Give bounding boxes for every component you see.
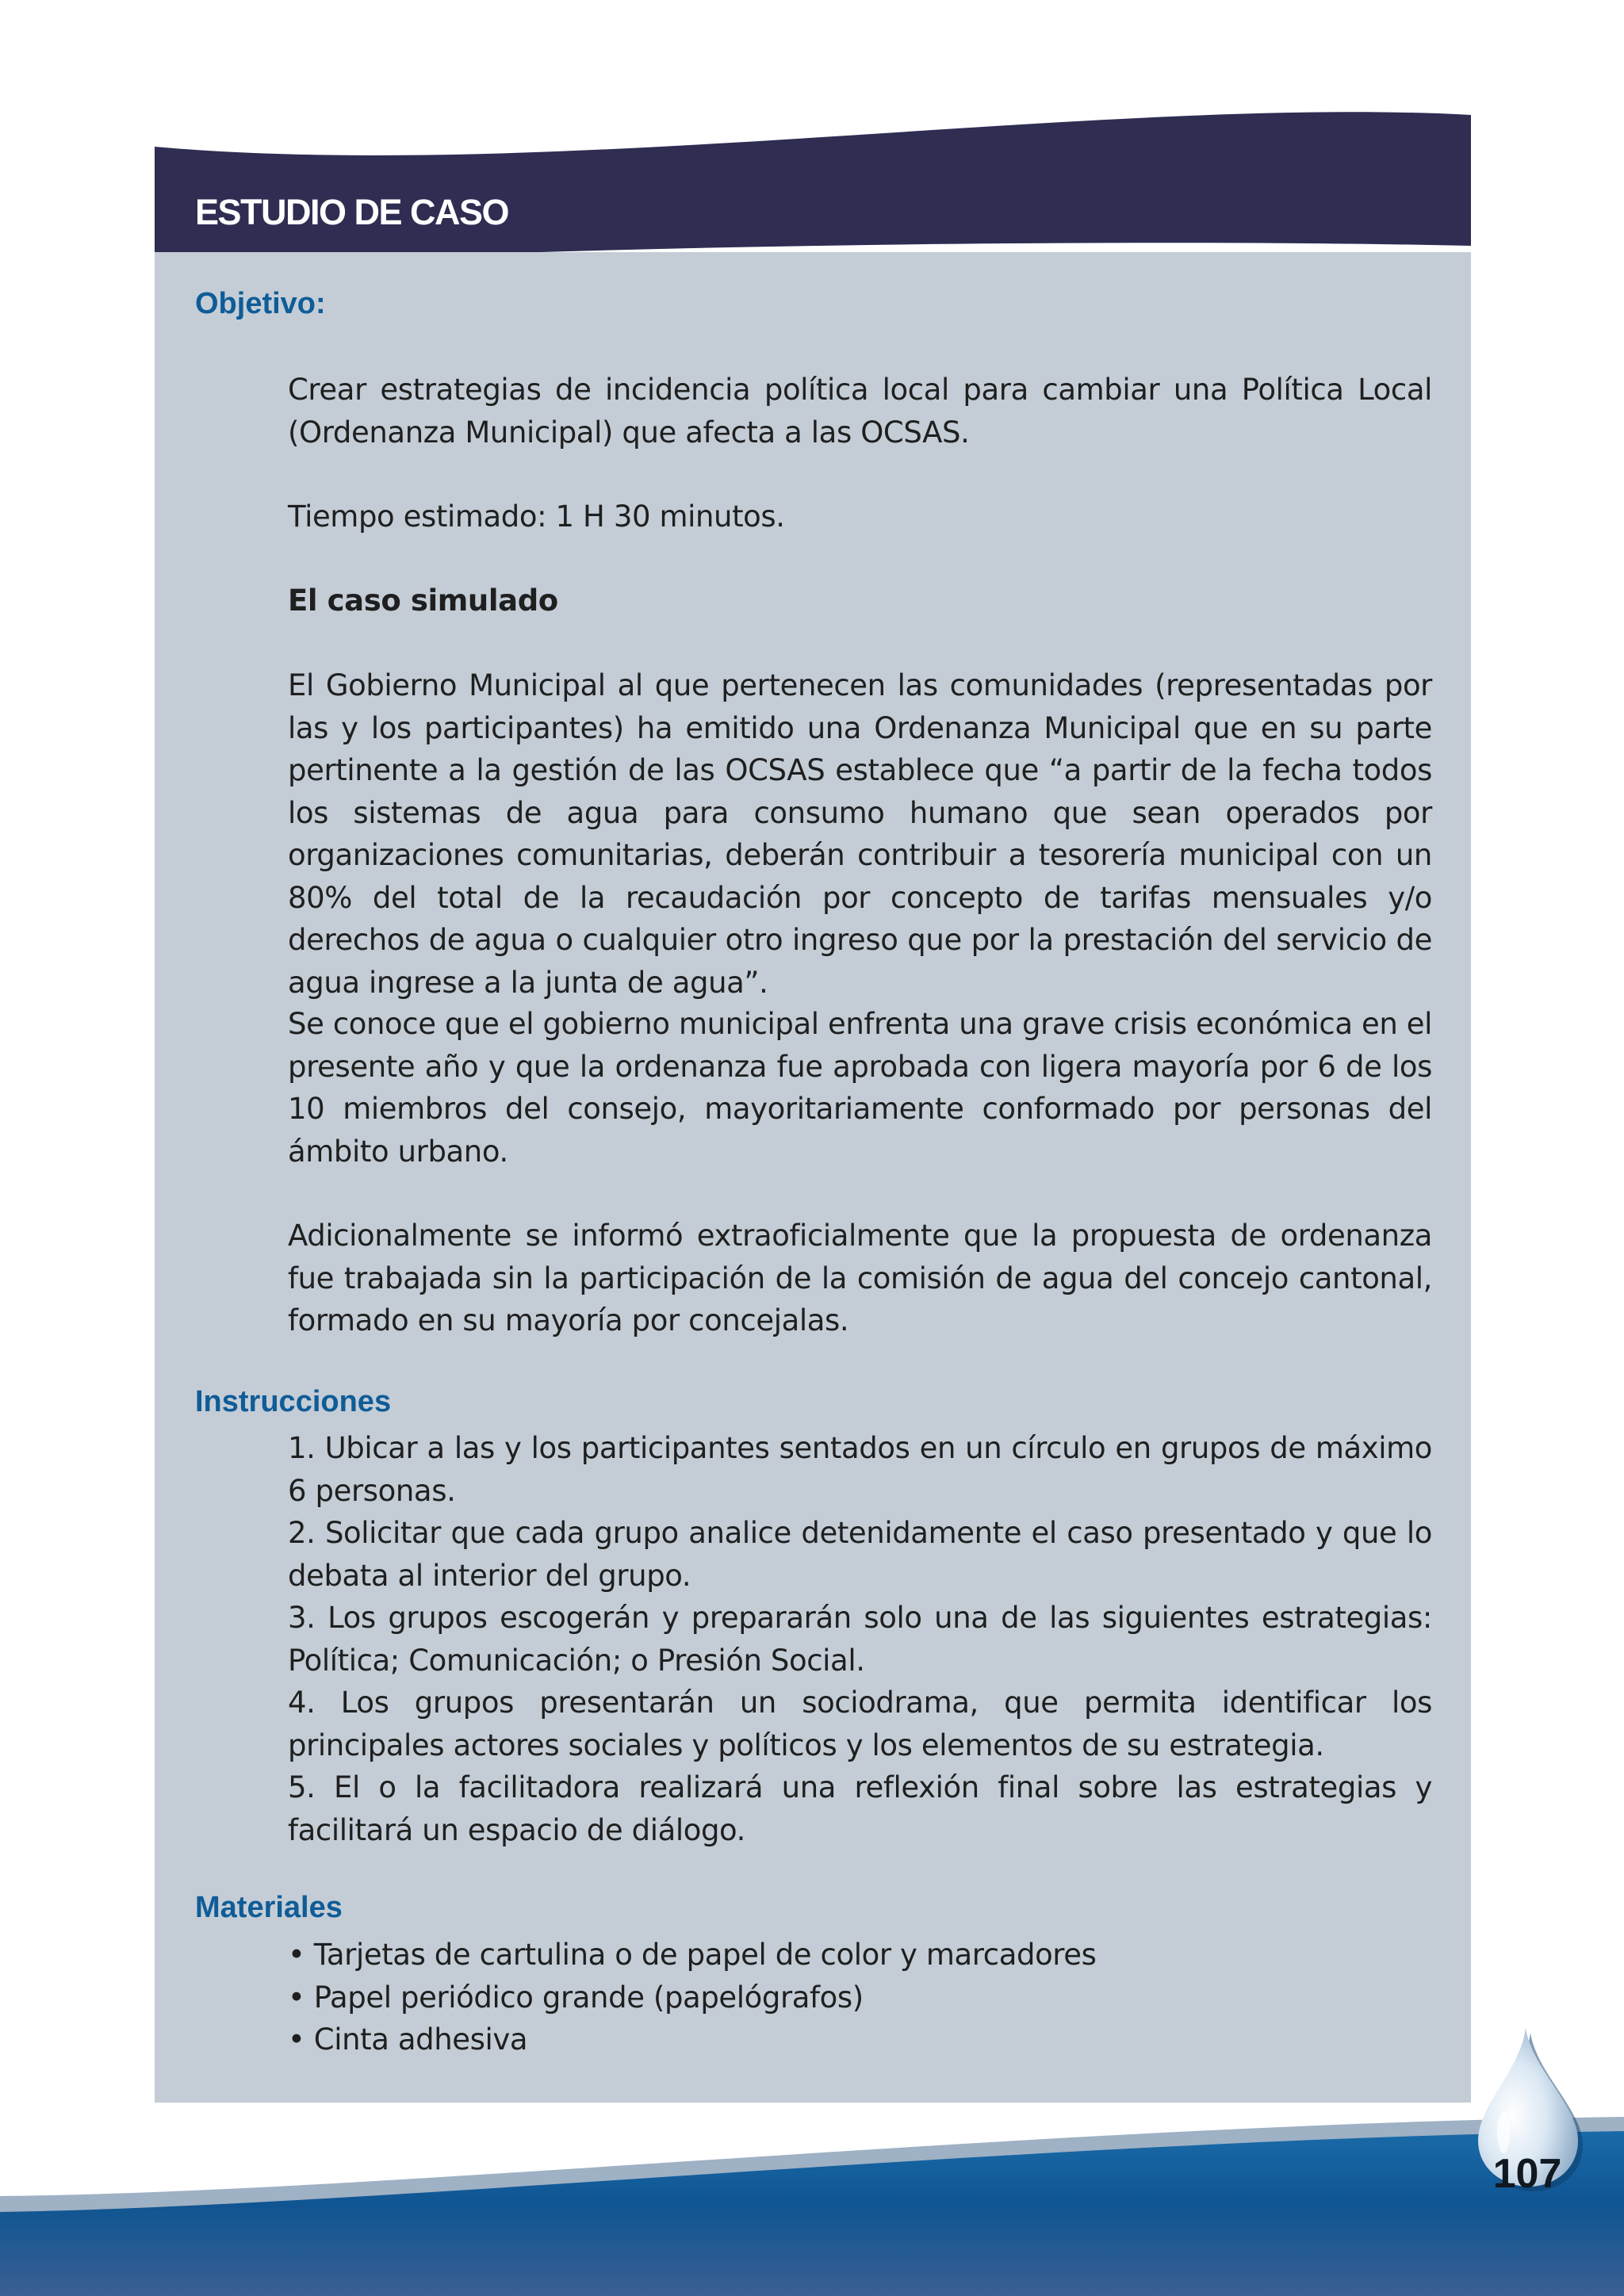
instruction-item: 5. El o la facilitadora realizará una reflexión final sobre las estrategias y facilitará un espacio de diálogo.	[288, 1770, 1432, 1847]
material-item: • Papel periódico grande (papelógrafos)	[288, 1980, 864, 2015]
materials-heading: Materiales	[195, 1891, 343, 1924]
page-number: 107	[1492, 2151, 1562, 2197]
instruction-item: 2. Solicitar que cada grupo analice detenidamente el caso presentado y que lo debata al interior del grupo.	[288, 1516, 1432, 1593]
instruction-item: 3. Los grupos escogerán y prepararán solo una de las siguientes estrategias: Política; Comunicación; o Presión Social.	[288, 1601, 1432, 1678]
case-paragraph: Se conoce que el gobierno municipal enfrenta una grave crisis económica en el presente año y que la ordenanza fue aprobada con ligera mayoría por 6 de los 10 miembros del consejo, mayoritariamente conformado por personas del ámbito urbano.	[288, 1007, 1432, 1169]
materials-list	[288, 1934, 1432, 2061]
case-paragraph: El Gobierno Municipal al que pertenecen las comunidades (representadas por las y los participantes) ha emitido una Ordenanza Municipal que en su parte pertinente a la gestión de las OCSAS establece que “a partir de la fecha todos los sistemas de agua para consumo humano que sean operados por organizaciones comunitarias, deberán contribuir a tesorería municipal con un 80% del total de la recaudación por concepto de tarifas mensuales y/o derechos de agua o cualquier otro ingreso que por la prestación del servicio de agua ingrese a la junta de agua”.	[288, 668, 1432, 1000]
case-subtitle: El caso simulado	[288, 584, 558, 618]
page-title: ESTUDIO DE CASO	[195, 192, 509, 232]
footer-wave	[0, 2093, 1624, 2296]
material-item: • Cinta adhesiva	[288, 2022, 528, 2057]
material-item: • Tarjetas de cartulina o de papel de color y marcadores	[288, 1938, 1097, 1972]
instruction-item: 1. Ubicar a las y los participantes sentados en un círculo en grupos de máximo 6 personas.	[288, 1431, 1432, 1508]
objective-heading: Objetivo:	[195, 287, 326, 320]
instructions-list	[288, 1427, 1432, 1851]
objective-text: Crear estrategias de incidencia política local para cambiar una Política Local (Ordenanza Municipal) que afecta a las OCSAS.	[288, 373, 1432, 450]
instructions-heading: Instrucciones	[195, 1385, 392, 1418]
case-paragraph: Adicionalmente se informó extraoficialmente que la propuesta de ordenanza fue trabajada sin la participación de la comisión de agua del concejo cantonal, formado en su mayoría por concejalas.	[288, 1219, 1432, 1337]
instruction-item: 4. Los grupos presentarán un sociodrama, que permita identificar los principales actores sociales y políticos y los elementos de su estrategia.	[288, 1686, 1432, 1762]
estimated-time: Tiempo estimado: 1 H 30 minutos.	[288, 499, 785, 534]
